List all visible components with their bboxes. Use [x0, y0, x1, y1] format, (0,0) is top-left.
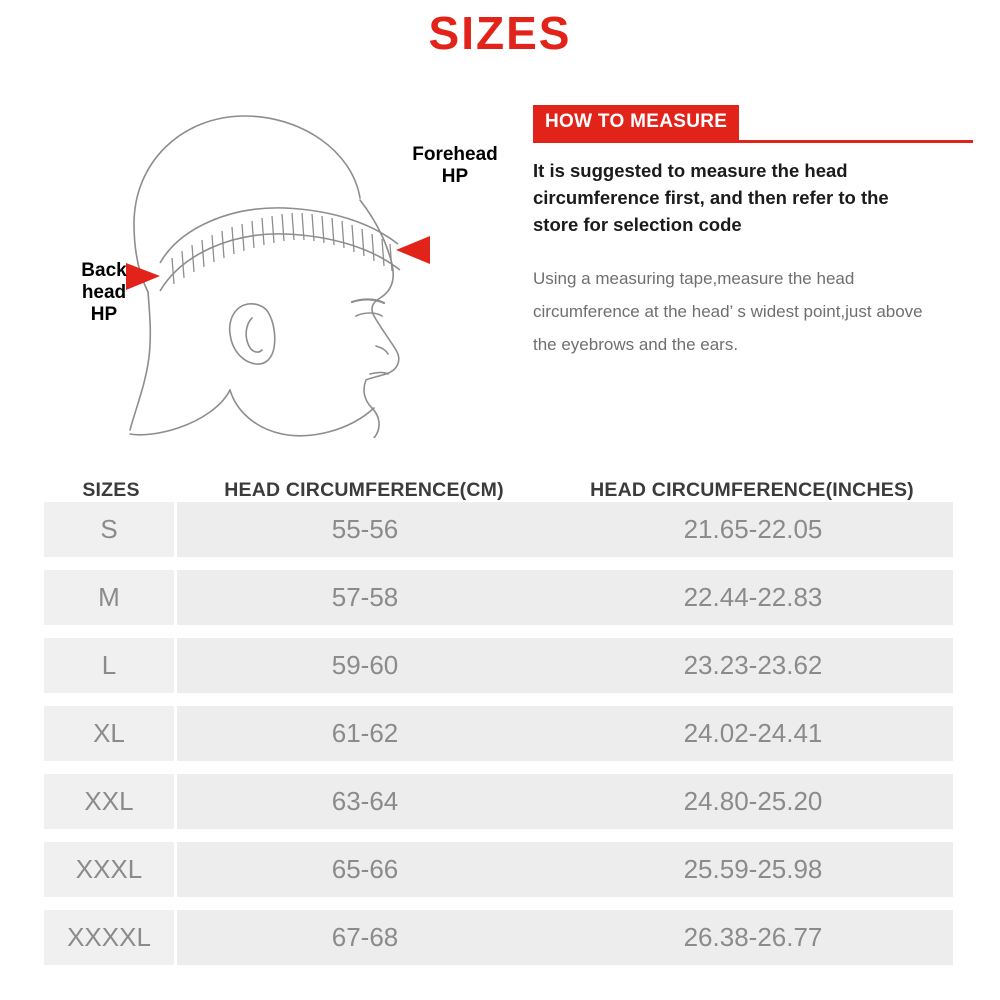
cell-inches: 24.02-24.41 — [553, 706, 953, 761]
how-to-measure-underline — [533, 140, 973, 143]
cell-cm: 61-62 — [177, 706, 553, 761]
how-to-measure-instruction: It is suggested to measure the head circumference first, and then refer to the store for selection code — [533, 160, 889, 235]
page-title: SIZES — [428, 7, 572, 59]
column-header-sizes: SIZES — [82, 479, 140, 501]
column-header-inches: HEAD CIRCUMFERENCE(INCHES) — [590, 479, 914, 501]
cell-size: XXXXL — [44, 910, 174, 965]
table-row — [44, 774, 956, 829]
forehead-label-line1: Forehead — [412, 144, 498, 165]
cell-cm: 67-68 — [177, 910, 553, 965]
back-head-label-line1: Back — [81, 260, 127, 281]
cell-inches: 25.59-25.98 — [553, 842, 953, 897]
table-row — [44, 638, 956, 693]
forehead-label — [385, 144, 525, 188]
table-row — [44, 842, 956, 897]
cell-inches: 22.44-22.83 — [553, 570, 953, 625]
measuring-tape — [160, 208, 400, 291]
size-table — [44, 458, 956, 978]
head-illustration-svg — [30, 78, 530, 438]
cell-cm: 63-64 — [177, 774, 553, 829]
table-row — [44, 706, 956, 761]
cell-cm: 55-56 — [177, 502, 553, 557]
table-row — [44, 502, 956, 557]
table-row — [44, 570, 956, 625]
back-head-label-line3: HP — [90, 304, 118, 325]
cell-cm: 57-58 — [177, 570, 553, 625]
cell-size: S — [44, 502, 174, 557]
cell-inches: 26.38-26.77 — [553, 910, 953, 965]
cell-size: M — [44, 570, 174, 625]
forehead-label-line2: HP — [441, 166, 469, 187]
how-to-measure-badge: HOW TO MEASURE — [533, 105, 739, 140]
how-to-measure-panel — [533, 105, 973, 361]
cell-size: L — [44, 638, 174, 693]
how-to-measure-note: Using a measuring tape,measure the head circumference at the head’ s widest point,just above the eyebrows and the ears. — [533, 269, 923, 354]
cell-inches: 24.80-25.20 — [553, 774, 953, 829]
head-measurement-diagram — [30, 78, 530, 438]
back-head-label — [58, 260, 150, 326]
forehead-arrow-icon — [396, 236, 430, 264]
back-head-label-line2: head — [81, 282, 127, 303]
size-table-header-row — [44, 458, 956, 502]
cell-size: XXXL — [44, 842, 174, 897]
column-header-cm: HEAD CIRCUMFERENCE(CM) — [224, 479, 504, 501]
cell-inches: 21.65-22.05 — [553, 502, 953, 557]
cell-size: XL — [44, 706, 174, 761]
table-row — [44, 910, 956, 965]
cell-size: XXL — [44, 774, 174, 829]
cell-cm: 65-66 — [177, 842, 553, 897]
cell-cm: 59-60 — [177, 638, 553, 693]
cell-inches: 23.23-23.62 — [553, 638, 953, 693]
